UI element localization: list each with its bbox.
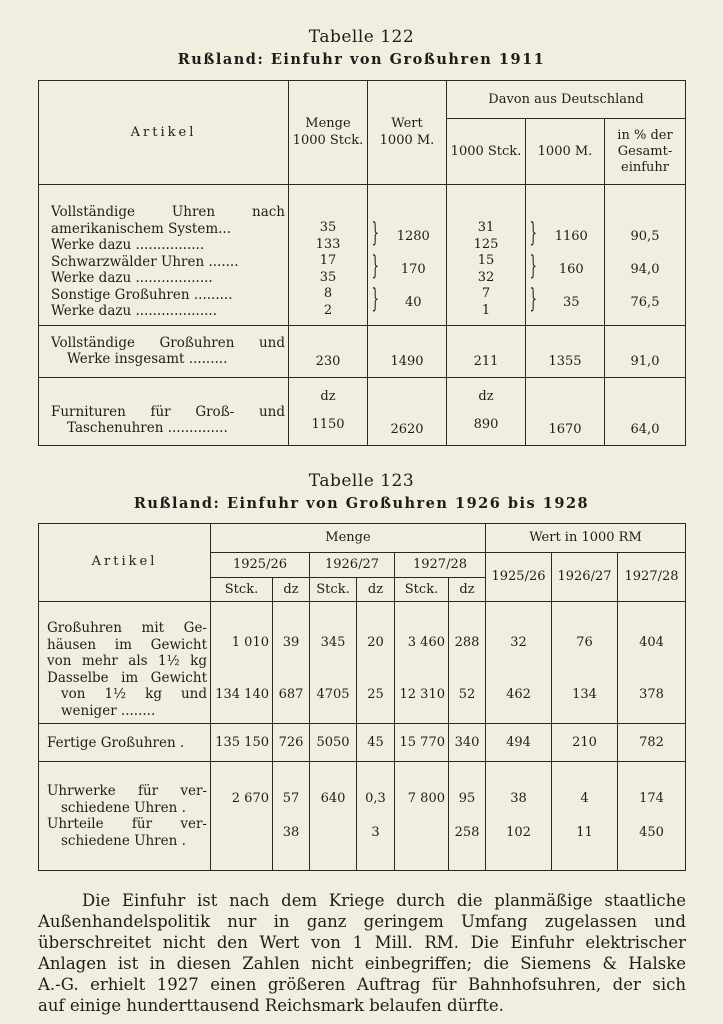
t122-furn-menge: dz 1150 xyxy=(289,377,368,445)
t123-row1-c3: 345 4705 xyxy=(310,602,357,724)
t123-row2-c6: 340 xyxy=(449,724,486,762)
t122-total-wert: 1490 xyxy=(368,325,447,377)
t122-header-d-m: 1000 M. xyxy=(526,119,605,185)
table-122-number: Tabelle 122 xyxy=(308,27,415,47)
t123-row1-c5: 3 460 12 310 xyxy=(395,602,449,724)
t122-header-menge: Menge 1000 Stck. xyxy=(289,81,368,185)
t122-furn-d-stck: dz 890 xyxy=(447,377,526,445)
t123-header-menge-y3: 1927/28 xyxy=(395,553,486,578)
t122-total-article: Vollständige Großuhren und Werke insgesamt ......... xyxy=(39,325,289,377)
paragraph-line: A.-G. erhielt 1927 einen größeren Auftrag für Bahnhofsuhren, der sich xyxy=(38,975,686,994)
t123-header-dz: dz xyxy=(357,578,395,602)
table-123 xyxy=(38,523,686,871)
t123-row2-c9: 782 xyxy=(618,724,686,762)
t123-row-fertige-grossuhren xyxy=(39,724,686,762)
t122-group1-d-stck: 31 125 15 32 7 1 xyxy=(447,185,526,325)
paragraph-line: überschreitet nicht den Wert von 1 Mill. RM. Die Einfuhr elektrischer xyxy=(38,933,686,952)
t123-row2-c1: 135 150 xyxy=(211,724,273,762)
t122-group1-d-m: } 1160 } 160 } 35 xyxy=(526,185,605,325)
t122-total-d-pct: 91,0 xyxy=(605,325,686,377)
t123-row1-article: Großuhren mit Ge- häusen im Gewicht von mehr als 1½ kg Dasselbe im Gewicht von 1½ kg und weniger ........ xyxy=(39,602,211,724)
t122-furn-article: Furnituren für Groß- und Taschenuhren .............. xyxy=(39,377,289,445)
t122-total-d-m: 1355 xyxy=(526,325,605,377)
t123-row3-c4: 0,3 3 xyxy=(357,762,395,871)
t123-row3-c8: 4 11 xyxy=(552,762,618,871)
t123-header-wert-y3: 1927/28 xyxy=(618,553,686,602)
t123-row1-c1: 1 010 134 140 xyxy=(211,602,273,724)
t122-row-group1 xyxy=(39,185,686,325)
t123-row2-c4: 45 xyxy=(357,724,395,762)
t123-row2-article: Fertige Großuhren . xyxy=(39,724,211,762)
table-122-title: Rußland: Einfuhr von Großuhren 1911 xyxy=(177,51,546,68)
t123-row1-c7: 32 462 xyxy=(486,602,552,724)
t123-row3-c3: 640 xyxy=(310,762,357,871)
t123-row3-c5: 7 800 xyxy=(395,762,449,871)
t123-header-dz: dz xyxy=(273,578,310,602)
t122-furn-d-pct: 64,0 xyxy=(605,377,686,445)
t123-header-menge: Menge xyxy=(211,524,486,553)
t123-row1-c9: 404 378 xyxy=(618,602,686,724)
t122-header-wert: Wert 1000 M. xyxy=(368,81,447,185)
t123-row1-c8: 76 134 xyxy=(552,602,618,724)
t123-row3-c2: 57 38 xyxy=(273,762,310,871)
t122-header-davon: Davon aus Deutschland xyxy=(447,81,686,119)
t123-header-stck: Stck. xyxy=(211,578,273,602)
table-123-title: Rußland: Einfuhr von Großuhren 1926 bis 1928 xyxy=(133,495,590,512)
paragraph-line: Anlagen ist in diesen Zahlen nicht einbegriffen; die Siemens & Halske xyxy=(38,954,686,973)
t122-group1-menge: 35 133 17 35 8 2 xyxy=(289,185,368,325)
t122-row-furnituren xyxy=(39,377,686,445)
t123-header-dz: dz xyxy=(449,578,486,602)
t123-row1-c2: 39 687 xyxy=(273,602,310,724)
t122-header-artikel: Artikel xyxy=(39,81,289,185)
t123-row2-c3: 5050 xyxy=(310,724,357,762)
t122-total-menge: 230 xyxy=(289,325,368,377)
t123-row3-article: Uhrwerke für ver- schiedene Uhren . Uhrteile für ver- schiedene Uhren . xyxy=(39,762,211,871)
t123-header-stck: Stck. xyxy=(395,578,449,602)
t122-row-total xyxy=(39,325,686,377)
paragraph-line: auf einige hunderttausend Reichsmark belaufen dürfte. xyxy=(38,996,504,1015)
t122-furn-d-m: 1670 xyxy=(526,377,605,445)
t123-header-wert-y1: 1925/26 xyxy=(486,553,552,602)
t123-row2-c7: 494 xyxy=(486,724,552,762)
t123-row3-c7: 38 102 xyxy=(486,762,552,871)
t122-group1-wert: } 1280 } 170 } 40 xyxy=(368,185,447,325)
t122-furn-wert: 2620 xyxy=(368,377,447,445)
table-122 xyxy=(38,80,686,446)
table-123-number: Tabelle 123 xyxy=(308,471,415,491)
t123-row1-c4: 20 25 xyxy=(357,602,395,724)
body-paragraph xyxy=(38,890,686,1016)
t123-row3-c9: 174 450 xyxy=(618,762,686,871)
t123-header-menge-y2: 1926/27 xyxy=(310,553,395,578)
t123-row-grossuhren-gehaeuse xyxy=(39,602,686,724)
paragraph-line: Außenhandelspolitik nur in ganz geringem Umfang zugelassen und xyxy=(38,912,686,931)
t123-row3-c6: 95 258 xyxy=(449,762,486,871)
t122-total-d-stck: 211 xyxy=(447,325,526,377)
t123-header-wert-y2: 1926/27 xyxy=(552,553,618,602)
t123-row-uhrwerke-uhrteile xyxy=(39,762,686,871)
t123-row1-c6: 288 52 xyxy=(449,602,486,724)
t123-header-wert: Wert in 1000 RM xyxy=(486,524,686,553)
t122-group1-d-pct: 90,5 94,0 76,5 xyxy=(605,185,686,325)
t123-row2-c2: 726 xyxy=(273,724,310,762)
t123-row3-c1: 2 670 xyxy=(211,762,273,871)
t122-header-d-pct: in % der Gesamt-einfuhr xyxy=(605,119,686,185)
t122-group1-articles: Vollständige Uhren nach amerikanischem System... Werke dazu ................ Schwarzwälder Uhren ....... Werke dazu .................. Sonstige Großuhren ......... Werke dazu ................... xyxy=(39,185,289,325)
paragraph-line: Die Einfuhr ist nach dem Kriege durch die planmäßige staatliche xyxy=(82,891,686,910)
t123-header-stck: Stck. xyxy=(310,578,357,602)
t123-row2-c8: 210 xyxy=(552,724,618,762)
t123-row2-c5: 15 770 xyxy=(395,724,449,762)
t123-header-menge-y1: 1925/26 xyxy=(211,553,310,578)
t123-header-artikel: Artikel xyxy=(39,524,211,602)
t122-header-d-stck: 1000 Stck. xyxy=(447,119,526,185)
